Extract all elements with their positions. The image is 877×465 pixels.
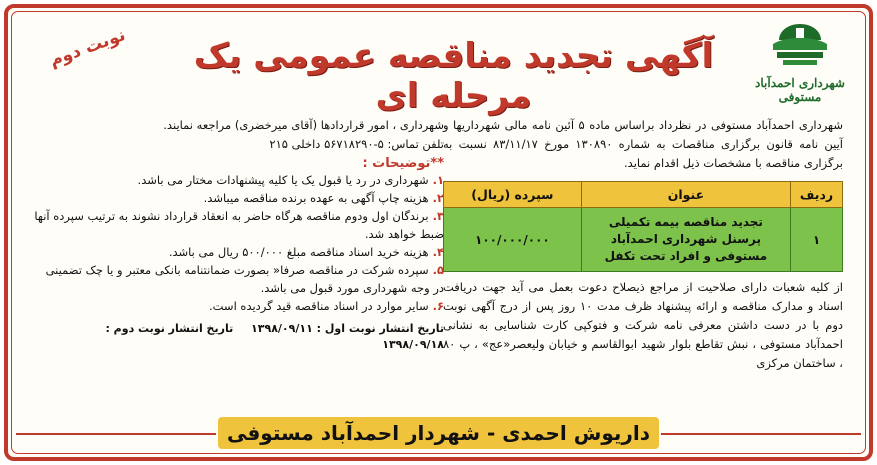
round-badge: نوبت دوم — [46, 25, 129, 71]
header-row-number: ردیف — [791, 182, 843, 208]
header-title: عنوان — [581, 182, 790, 208]
note-text: سایر موارد در اسناد مناقصه قید گردیده است. — [208, 299, 429, 313]
cell-row-number: ۱ — [791, 208, 843, 272]
note-number: ۱. — [432, 173, 444, 187]
intro-text: شهرداری احمدآباد مستوفی در نظرداد براساس ماده ۵ آئین نامه مالی شهرداریها و آیین نامه قانون برگزاری مناقصات به شماره ۱۳۰۸۹۰ مورخ ۸۳/۱۱/۱۷ نسبت به برگزاری مناقصه با مشخصات ذیل اقدام نماید. — [443, 118, 843, 170]
header-deposit: سپرده (ریال) — [444, 182, 582, 208]
tender-table — [443, 181, 843, 272]
list-item — [34, 261, 444, 297]
notes-heading: **توضیحات : — [362, 156, 444, 171]
logo-emblem-icon — [763, 18, 837, 74]
list-item — [34, 207, 444, 243]
note-number: ۵. — [432, 263, 444, 277]
note-text: سپرده شرکت در مناقصه صرفا« بصورت ضمانتنامه بانکی معتبر و یا چک تضمینی در وجه شهرداری مورد قبول می باشد. — [45, 263, 444, 295]
table-row — [444, 208, 843, 272]
note-text: شهرداری در رد یا قبول یک یا کلیه پیشنهادات مختار می باشد. — [137, 173, 429, 187]
date-second: تاریخ انتشار نوبت دوم : ۱۳۹۸/۰۹/۱۸ — [105, 322, 444, 351]
logo-text: شهرداری احمدآباد مستوفی — [755, 76, 845, 104]
date-first: تاریخ انتشار نوبت اول : ۱۳۹۸/۰۹/۱۱ — [251, 322, 444, 335]
note-text: هزینه چاپ آگهی به عهده برنده مناقصه میباشد. — [203, 191, 429, 205]
note-text: هزینه خرید اسناد مناقصه مبلغ ۵۰۰/۰۰۰ ریال می باشد. — [168, 245, 429, 259]
footer-divider-left — [16, 433, 216, 435]
note-number: ۴. — [432, 245, 444, 259]
note-number: ۶. — [432, 299, 444, 313]
contact-text: شهرداری ، امور قراردادها (آقای میرخضری) مراجعه نمایند. — [163, 118, 444, 132]
cell-deposit: ۱۰۰/۰۰۰/۰۰۰ — [444, 208, 582, 272]
invitation-text: از کلیه شعبات دارای صلاحیت از مراجع ذیصلاح دعوت بعمل می آید جهت دریافت اسناد و مدارک مناقصه و ارائه پیشنهاد ظرف مدت ۱۰ روز پس از درج آگهی نوبت دوم با در دست داشتن معرفی نامه شرکت و فتوکپی کارت شناسایی به نشانی احمدآباد مستوفی ، نبش تقاطع بلوار شهید ابوالقاسم و خیابان ولیعصر«عج» ، پ ۸۰ ، ساختمان مرکزی — [443, 280, 843, 370]
notice-frame — [4, 4, 873, 461]
table-header-row — [444, 182, 843, 208]
municipality-logo — [745, 18, 855, 102]
notice-title: آگهی تجدید مناقصه عمومی یک مرحله ای — [193, 36, 714, 116]
notes-list — [34, 171, 444, 315]
mayor-signature: داریوش احمدی - شهردار احمدآباد مستوفی — [218, 417, 659, 449]
left-column — [34, 116, 444, 353]
note-number: ۳. — [432, 209, 444, 223]
list-item — [34, 243, 444, 261]
phone-text: تلفن تماس: ۵-۵۶۷۱۸۲۹۰ داخلی ۲۱۵ — [269, 137, 444, 151]
list-item — [34, 189, 444, 207]
list-item — [34, 171, 444, 189]
note-text: برندگان اول ودوم مناقصه هرگاه حاضر به انعقاد قرارداد نشوند به ترتیب سپرده آنها ضبط خواهد شد. — [34, 209, 444, 241]
cell-title: تجدید مناقصه بیمه تکمیلی پرسنل شهرداری احمدآباد مستوفی و افراد تحت تکفل — [581, 208, 790, 272]
note-number: ۲. — [432, 191, 444, 205]
right-column — [443, 116, 843, 373]
publication-dates — [34, 321, 444, 353]
list-item — [34, 297, 444, 315]
footer-divider-right — [661, 433, 861, 435]
